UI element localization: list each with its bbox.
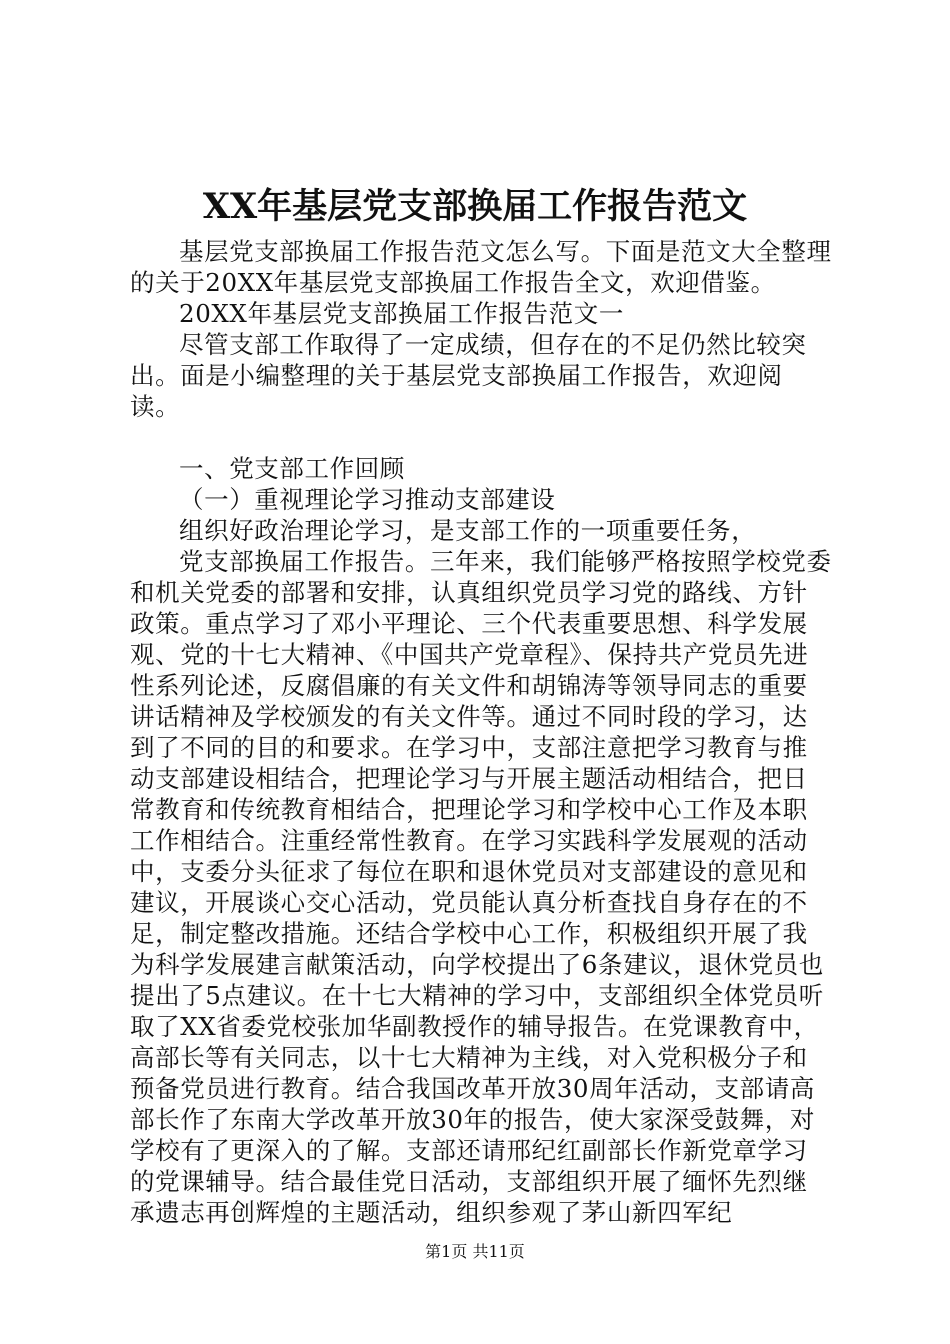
document-title: XX年基层党支部换届工作报告范文 [202,186,748,227]
body-paragraph: 党支部换届工作报告。三年来，我们能够严格按照学校党委和机关党委的部署和安排，认真组织党员学习党的路线、方针政策。重点学习了邓小平理论、三个代表重要思想、科学发展观、党的十七大精神、《中国共产党章程》、保持共产党员先进性系列论述，反腐倡廉的有关文件和胡锦涛等领导同志的重要讲话精神及学校颁发的有关文件等。通过不同时段的学习，达到了不同的目的和要求。在学习中，支部注意把学习教育与推动支部建设相结合，把理论学习与开展主题活动相结合，把日常教育和传统教育相结合，把理论学习和学校中心工作及本职工作相结合。注重经常性教育。在学习实践科学发展观的活动中，支委分头征求了每位在职和退休党员对支部建设的意见和建议，开展谈心交心活动，党员能认真分析查找自身存在的不足，制定整改措施。还结合学校中心工作，积极组织开展了我为科学发展建言献策活动，向学校提出了6条建议，退休党员也提出了5点建议。在十七大精神的学习中，支部组织全体党员听取了XX省委党校张加华副教授作的辅导报告。在党课教育中，高部长等有关同志，以十七大精神为主线，对入党积极分子和预备党员进行教育。结合我国改革开放30周年活动，支部请高部长作了东南大学改革开放30年的报告，使大家深受鼓舞，对学校有了更深入的了解。支部还请邢纪红副部长作新党章学习的党课辅导。结合最佳党日活动，支部组织开展了缅怀先烈继承遗志再创辉煌的主题活动，组织参观了茅山新四军纪 [130,547,832,1227]
page-number-footer: 第1页 共11页 [425,1242,525,1261]
paragraph-spacer [130,422,832,453]
document-body [130,236,832,1228]
section-heading-sample-one: 20XX年基层党支部换届工作报告范文一 [179,299,624,328]
subsection-heading-theory-study: （一）重视理论学习推动支部建设 [179,485,556,514]
body-paragraph: 组织好政治理论学习，是支部工作的一项重要任务， [179,516,757,545]
intro-paragraph: 基层党支部换届工作报告范文怎么写。下面是范文大全整理的关于20XX年基层党支部换届工作报告全文，欢迎借鉴。 [130,237,832,297]
summary-paragraph: 尽管支部工作取得了一定成绩，但存在的不足仍然比较突出。面是小编整理的关于基层党支部换届工作报告，欢迎阅读。 [130,330,807,421]
section-heading-review: 一、党支部工作回顾 [179,454,405,483]
